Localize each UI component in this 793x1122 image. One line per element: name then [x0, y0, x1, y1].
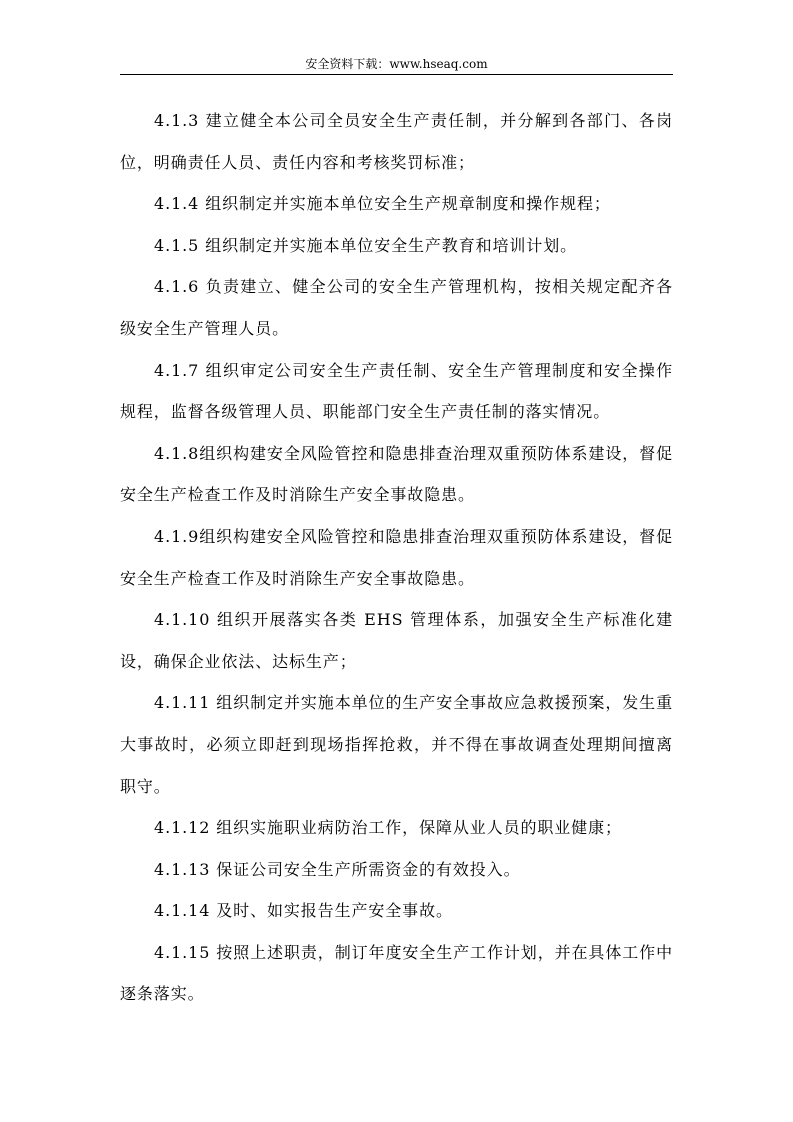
- paragraph-4-1-14: 4.1.14 及时、如实报告生产安全事故。: [154, 901, 453, 921]
- paragraph-4-1-5: 4.1.5 组织制定并实施本单位安全生产教育和培训计划。: [154, 235, 577, 255]
- paragraph-4-1-12: 4.1.12 组织实施职业病防治工作，保障从业人员的职业健康；: [154, 818, 622, 838]
- paragraph-4-1-3: 4.1.3 建立健全本公司全员安全生产责任制，并分解到各部门、各岗位，明确责任人员、责任内容和考核奖罚标准；: [120, 111, 673, 172]
- paragraph-4-1-6: 4.1.6 负责建立、健全公司的安全生产管理机构，按相关规定配齐各级安全生产管理人员。: [120, 277, 673, 338]
- document-body: [120, 100, 673, 1015]
- paragraph-4-1-13: 4.1.13 保证公司安全生产所需资金的有效投入。: [154, 859, 521, 879]
- paragraph-4-1-8: 4.1.8组织构建安全风险管控和隐患排查治理双重预防体系建设，督促安全生产检查工作及时消除生产安全事故隐患。: [120, 443, 673, 505]
- page-header: 安全资料下载：www.hseaq.com: [120, 56, 673, 75]
- paragraph-4-1-4: 4.1.4 组织制定并实施本单位安全生产规章制度和操作规程；: [154, 194, 611, 214]
- paragraph-4-1-9: 4.1.9组织构建安全风险管控和隐患排查治理双重预防体系建设，督促安全生产检查工作及时消除生产安全事故隐患。: [120, 526, 673, 588]
- paragraph-4-1-11: 4.1.11 组织制定并实施本单位的生产安全事故应急救援预案，发生重大事故时，必须立即赶到现场指挥抢救，并不得在事故调查处理期间擅离职守。: [120, 693, 673, 796]
- paragraph-4-1-7: 4.1.7 组织审定公司安全生产责任制、安全生产管理制度和安全操作规程，监督各级管理人员、职能部门安全生产责任制的落实情况。: [120, 360, 673, 422]
- paragraph-4-1-15: 4.1.15 按照上述职责，制订年度安全生产工作计划，并在具体工作中逐条落实。: [120, 942, 673, 1004]
- paragraph-4-1-10: 4.1.10 组织开展落实各类 EHS 管理体系，加强安全生产标准化建设，确保企业依法、达标生产；: [120, 610, 673, 671]
